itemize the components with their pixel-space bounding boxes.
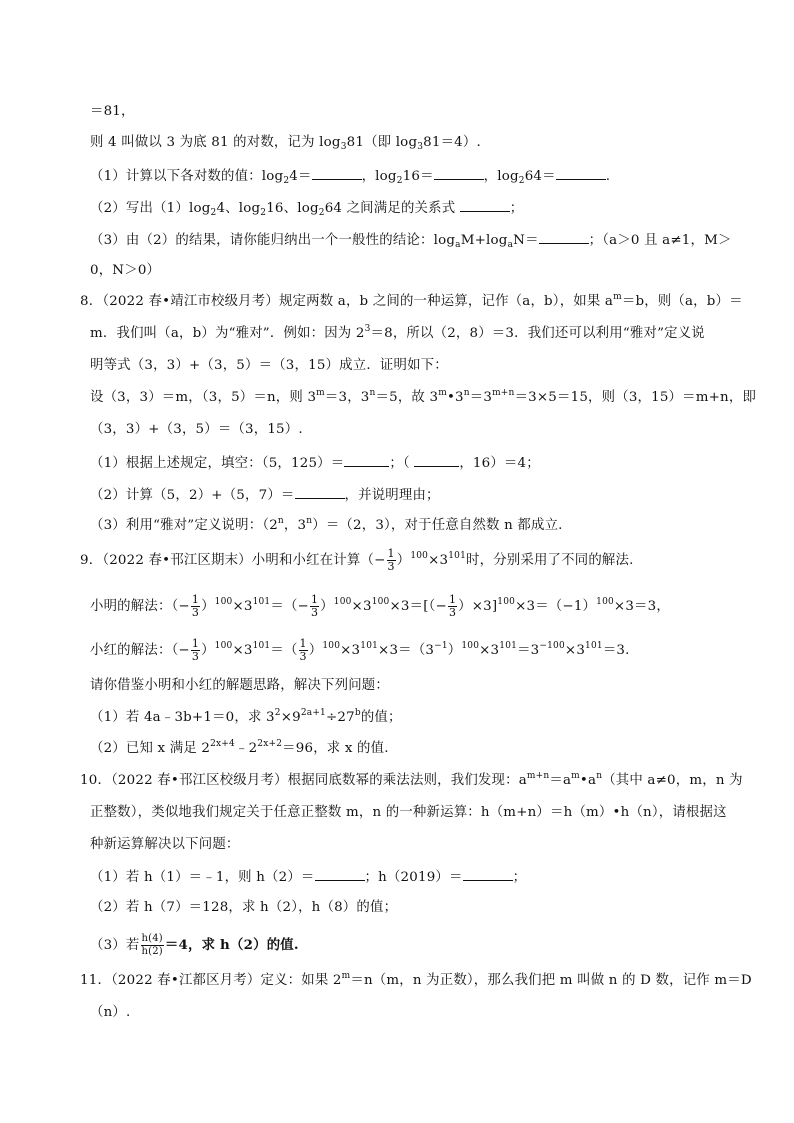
question-8: 8．（2022 春•靖江市校级月考）规定两数 a，b 之间的一种运算，记作（a，b），如果 $a^m=b$，则（a，b）＝ [80, 292, 743, 309]
question-part: （1）若 4a﹣3b+1＝0，求 $3^2\times 9^{2a+1}\div 27^b$的值； [90, 708, 402, 725]
question-part: （2）计算（5，2）+（5，7）＝ ，并说明理由； [90, 484, 440, 506]
question-part: （1）根据上述规定，填空：（5，125）＝ ；（ ，16）＝4； [90, 452, 540, 474]
xiaoming-solution: 小明的解法：（− $\frac{1}{3}$ ）$^{100}\times 3^{101}=(-$ $\frac{1}{3}$ ）$^{100}\times 3^{100}\times 3=[(-$ $\frac{1}{3}$ ）$\times 3]^{100}\times 3=(-1)^{100}\times 3=3$， [90, 593, 670, 619]
question-9: 9．（2022 春•邗江区期末）小明和小红在计算（− $\frac{1}{3}$ ）$^{100}\times 3^{101}$时，分别采用了不同的解法. [80, 547, 634, 573]
question-part: （2）若 h（7）＝128，求 h（2），h（8）的值； [90, 900, 398, 915]
question-part: （2）已知 x 满足 $2^{2x+4}﹣2^{2x+2}=96$，求 x 的值. [90, 739, 389, 756]
text-line: 正整数），类似地我们规定关于任意正整数 m，n 的一种新运算：h（m+n）＝h（m）•h（n），请根据这 [90, 805, 727, 820]
text-line: （3，3）+（3，5）＝（3，15）. [90, 422, 303, 437]
answer-blank [344, 452, 389, 467]
answer-blank [414, 452, 459, 467]
question-part: （1）若 h（1）＝﹣1，则 h（2）＝ ；h（2019）＝ ； [90, 866, 526, 888]
fraction: $\frac{1}{3}$ [299, 637, 307, 663]
answer-blank [460, 197, 510, 212]
answer-blank [556, 165, 606, 180]
text-line: 0，N＞0） [90, 263, 161, 278]
fraction: $\frac{h(4)}{h(2)}$ [141, 933, 163, 957]
question-part: （1）计算以下各对数的值：$\log_24=$ ，$\log_216=$ ，$\log_264=$ . [90, 165, 610, 188]
text-line: 则 4 叫做以 3 为底 81 的对数，记为 $\log_381$（即 $\log_381=4$）. [90, 135, 481, 152]
text-line: 请你借鉴小明和小红的解题思路，解决下列问题： [90, 678, 389, 693]
question-part: （2）写出$(1)\log_24$、$\log_216$、$\log_264$ 之间满足的关系式 ； [90, 197, 523, 220]
text-line: 设（3，3）＝m，（3，5）＝n，则 $3^m=3$，$3^n=5$，故 $3^m•3^n=3^{m+n}=3\times 5=15$，则（3，15）＝m+n，即 [90, 388, 757, 405]
text-line: 明等式（3，3）+（3，5）＝（3，15）成立．证明如下： [90, 358, 448, 373]
answer-blank [434, 165, 484, 180]
text-line: ＝81， [90, 104, 135, 119]
question-part: （3）利用“雅对”定义说明：（2$^n$，$3^n)=(2$，3），对于任意自然数 n 都成立. [90, 516, 563, 533]
question-part: （3）若 $\frac{h(4)}{h(2)}$ ＝4，求 h（2）的值. [90, 933, 299, 957]
fraction: $\frac{1}{3}$ [448, 593, 457, 619]
answer-blank [463, 866, 513, 881]
fraction: $\frac{1}{3}$ [191, 637, 200, 663]
text-line: 种新运算解决以下问题： [90, 837, 240, 852]
answer-blank [315, 866, 365, 881]
xiaohong-solution: 小红的解法：（− $\frac{1}{3}$ ）$^{100}\times 3^{101}=$（ $\frac{1}{3}$ ）$^{100}\times 3^{101}\times 3=(3^{-1})^{100}\times 3^{101}=3^{-100}\times 3^{101}=3$. [90, 637, 630, 663]
fraction: $\frac{1}{3}$ [310, 593, 319, 619]
question-part: （3）由（2）的结果，请你能归纳出一个一般性的结论：$\log_aM+\log_aN=$ ；（a＞0 且 a≠1，M＞ [90, 229, 732, 252]
answer-blank [295, 484, 345, 499]
fraction: $\frac{1}{3}$ [387, 547, 395, 573]
question-10: 10．（2022 春•邗江区校级月考）根据同底数幂的乘法法则，我们发现：$a^{m+n}=a^m•a^n$（其中 a≠0，m，n 为 [80, 771, 743, 788]
answer-blank [539, 229, 589, 244]
text-line: （n）. [90, 1005, 131, 1020]
question-11: 11．（2022 春•江都区月考）定义：如果 $2^m=n(m$，n 为正数），那么我们把 m 叫做 n 的 D 数，记作 m＝D [80, 971, 752, 988]
answer-blank [312, 165, 362, 180]
fraction: $\frac{1}{3}$ [191, 593, 200, 619]
text-line: m．我们叫（a，b）为“雅对”．例如：因为 $2^3=8$，所以（2，8）＝3．我们还可以利用“雅对”定义说 [90, 324, 705, 341]
